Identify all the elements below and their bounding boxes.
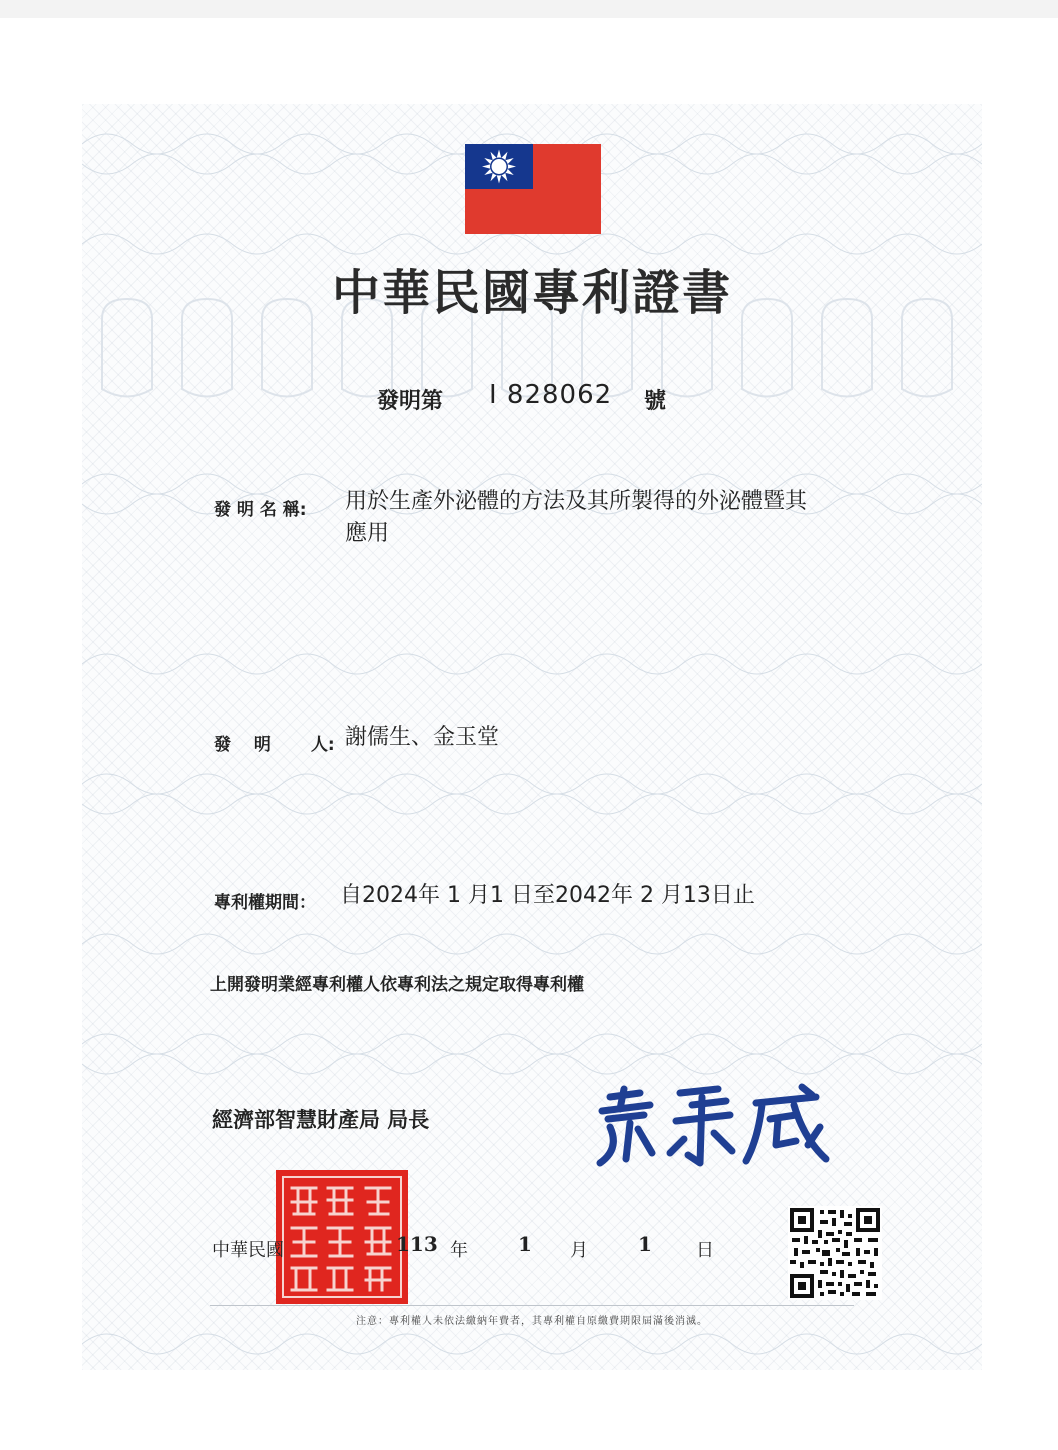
qr-code-icon	[788, 1206, 882, 1300]
issue-date-era: 中華民國	[212, 1240, 284, 1261]
patent-number-suffix: 號	[644, 389, 667, 414]
term-label: 專利權期間：	[214, 893, 316, 913]
grant-statement: 上開發明業經專利權人依專利法之規定取得專利權	[210, 975, 584, 995]
footer-divider	[210, 1305, 854, 1306]
issue-date-month-unit: 月	[570, 1240, 588, 1261]
director-signature	[580, 1079, 840, 1169]
patent-number: I 828062	[489, 380, 613, 410]
page-title: 中華民國專利證書	[331, 265, 732, 321]
issue-date-day: 1	[638, 1232, 652, 1256]
patent-number-prefix: 發明第	[377, 389, 444, 414]
issue-date-month: 1	[518, 1232, 532, 1256]
invention-title-label: 發 明 名 稱:	[214, 500, 307, 520]
term-value: 自2024年 1 月1 日至2042年 2 月13日止	[340, 883, 755, 908]
patent-number-row	[82, 380, 982, 420]
issue-date-year: 113	[396, 1232, 438, 1256]
official-seal	[276, 1170, 408, 1304]
issue-date-year-unit: 年	[450, 1240, 468, 1261]
invention-title-line1: 用於生產外泌體的方法及其所製得的外泌體暨其	[345, 489, 808, 514]
footer-notice: 注意：專利權人未依法繳納年費者，其專利權自原繳費期限屆滿後消滅。	[356, 1316, 708, 1327]
issue-date-day-unit: 日	[696, 1240, 714, 1261]
inventors-label: 發 明 人:	[214, 735, 335, 755]
top-band	[0, 0, 1058, 18]
inventors-value: 謝儒生、金玉堂	[345, 725, 500, 750]
patent-certificate	[82, 104, 982, 1370]
flag-icon	[465, 144, 601, 234]
issuing-authority: 經濟部智慧財產局 局長	[212, 1107, 430, 1132]
invention-title-line2: 應用	[345, 521, 390, 546]
